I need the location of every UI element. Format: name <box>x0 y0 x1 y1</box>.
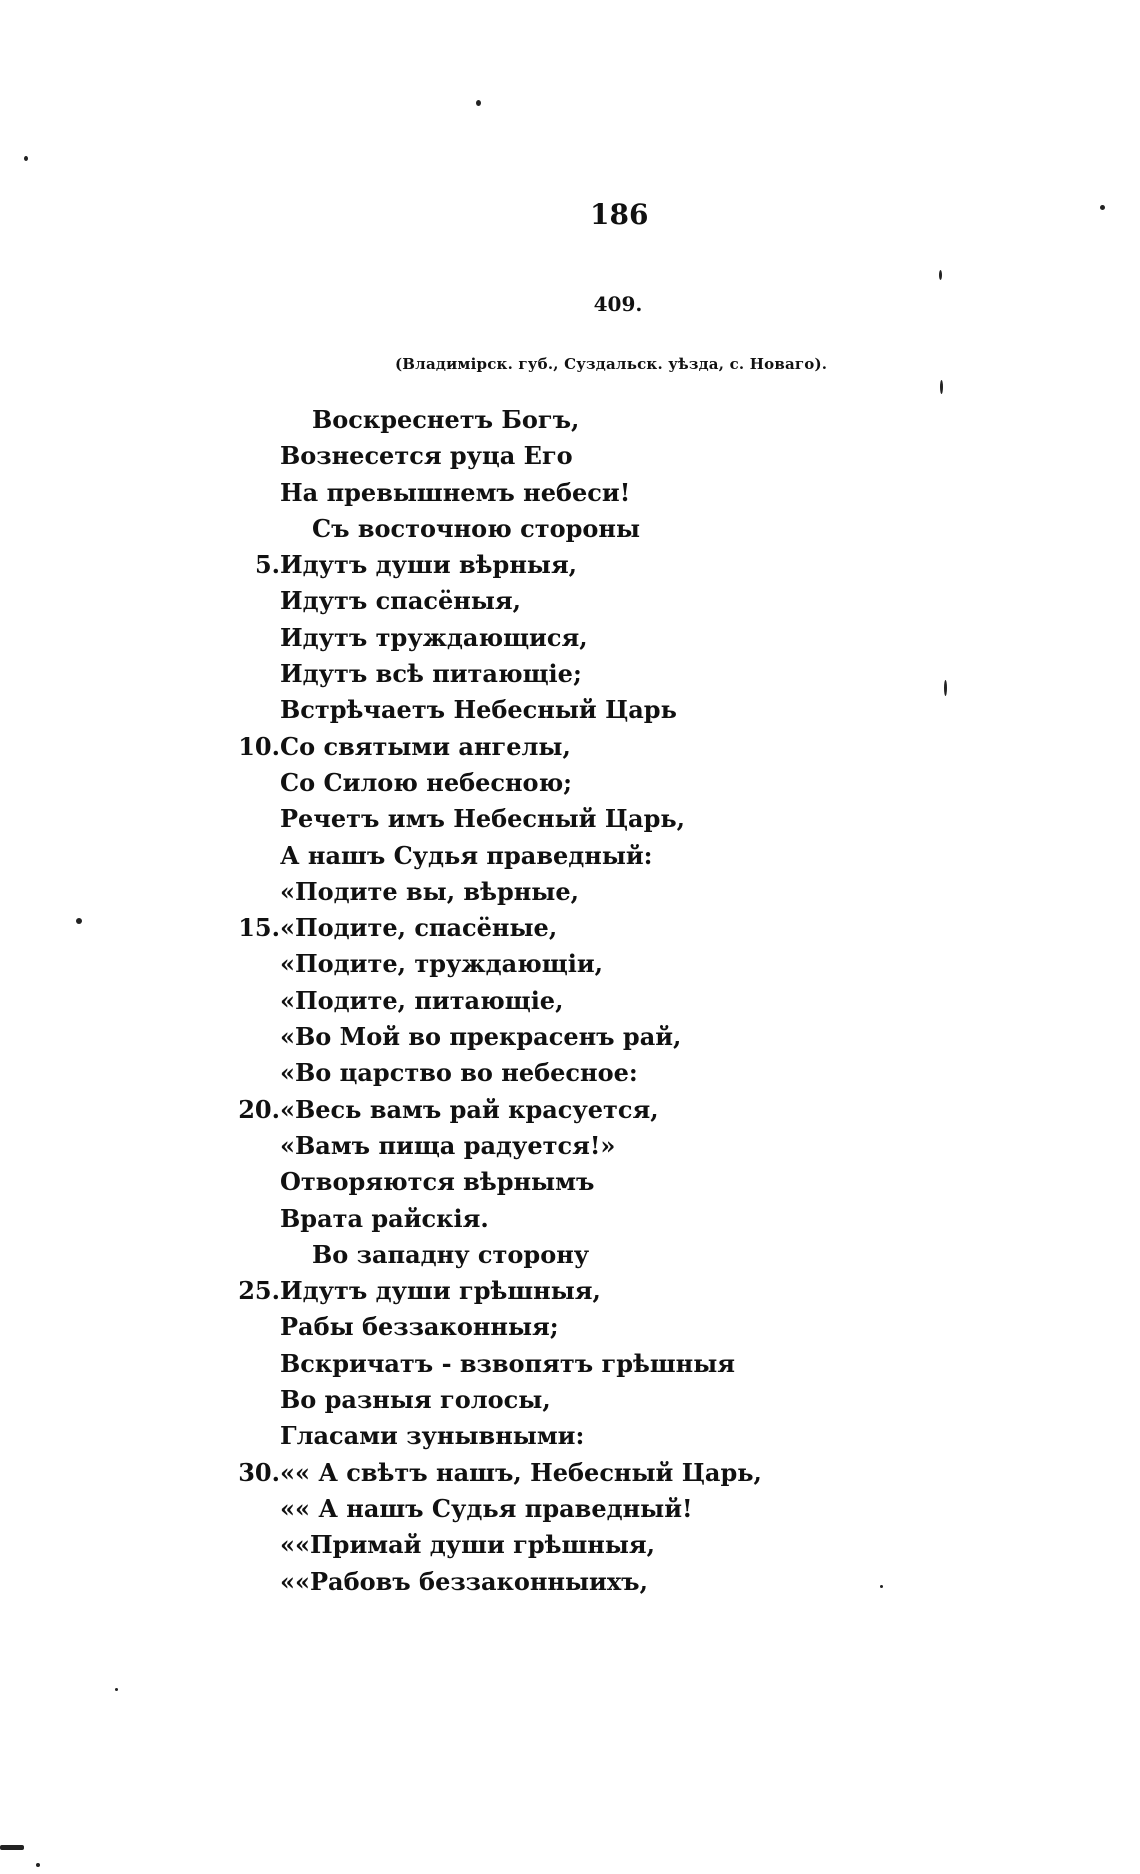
verse-text: Гласами зунывными: <box>280 1421 585 1451</box>
verse-text: Идутъ всѣ питающіе; <box>280 659 582 689</box>
verse-text: ««Рабовъ беззаконныихъ, <box>280 1566 648 1596</box>
verse-text: Речетъ имъ Небесный Царь, <box>280 804 685 834</box>
line-number: 20. <box>238 1094 280 1124</box>
line-number: 15. <box>238 913 280 943</box>
verse-text: «Весь вамъ рай красуется, <box>280 1094 659 1124</box>
scan-speck <box>940 380 943 394</box>
line-number: 25. <box>238 1276 280 1306</box>
song-number: 409. <box>593 292 643 316</box>
verse-text: Врата райскія. <box>280 1203 489 1233</box>
verse-text: «Во Мой во прекрасенъ рай, <box>280 1022 682 1052</box>
verse-text: «Подите, питающіе, <box>280 985 564 1015</box>
verse-text: «Подите, труждающіи, <box>280 949 603 979</box>
scan-speck <box>1100 205 1105 210</box>
scan-speck <box>476 100 481 106</box>
verse-text: «Во царство во небесное: <box>280 1058 638 1088</box>
scan-speck <box>115 1688 118 1691</box>
verse-text: «« А нашъ Судья праведный! <box>280 1493 693 1523</box>
verse-text: Идутъ души вѣрныя, <box>280 550 578 580</box>
verse-text: Встрѣчаетъ Небесный Царь <box>280 695 677 725</box>
verse-text: «Подите вы, вѣрные, <box>280 876 579 906</box>
verse-text: Съ восточною стороны <box>312 513 641 543</box>
scan-speck <box>24 156 28 161</box>
scan-speck <box>76 918 82 924</box>
source-note: (Владимірск. губ., Суздальск. уѣзда, с. Новаго). <box>395 355 828 373</box>
verse-text: Идутъ спасёныя, <box>280 586 521 616</box>
scan-speck <box>36 1863 40 1867</box>
scan-speck <box>880 1585 883 1588</box>
verse-text: Идутъ труждающися, <box>280 622 588 652</box>
verse-text: Вознесется руца Его <box>280 441 573 471</box>
verse-text: Отворяются вѣрнымъ <box>280 1167 595 1197</box>
verse-text: ««Примай души грѣшныя, <box>280 1530 655 1560</box>
verse-text: На превышнемъ небеси! <box>280 477 631 507</box>
verse-text: Со святыми ангелы, <box>280 731 571 761</box>
line-number: 30. <box>238 1457 280 1487</box>
verse-text: Идутъ души грѣшныя, <box>280 1276 601 1306</box>
line-number: 10. <box>238 731 280 761</box>
verse-text: Воскреснетъ Богъ, <box>312 405 580 434</box>
scan-speck <box>0 1845 24 1850</box>
verse-text: «Вамъ пища радуется!» <box>280 1130 616 1160</box>
scan-speck <box>944 680 947 696</box>
line-number: 5. <box>254 550 280 580</box>
scan-speck <box>939 270 942 280</box>
verse-text: Во разныя голосы, <box>280 1385 551 1415</box>
verse-text: А нашъ Судья праведный: <box>280 840 653 870</box>
verse-text: Во западну сторону <box>312 1239 590 1269</box>
verse-text: Рабы беззаконныя; <box>280 1312 559 1342</box>
verse-text: Вскричатъ - взвопятъ грѣшныя <box>280 1348 736 1378</box>
verse-text: Со Силою небесною; <box>280 767 573 797</box>
verse-text: «« А свѣтъ нашъ, Небесный Царь, <box>280 1457 762 1487</box>
verse-text: «Подите, спасёные, <box>280 913 558 943</box>
page-number: 186 <box>590 198 649 231</box>
